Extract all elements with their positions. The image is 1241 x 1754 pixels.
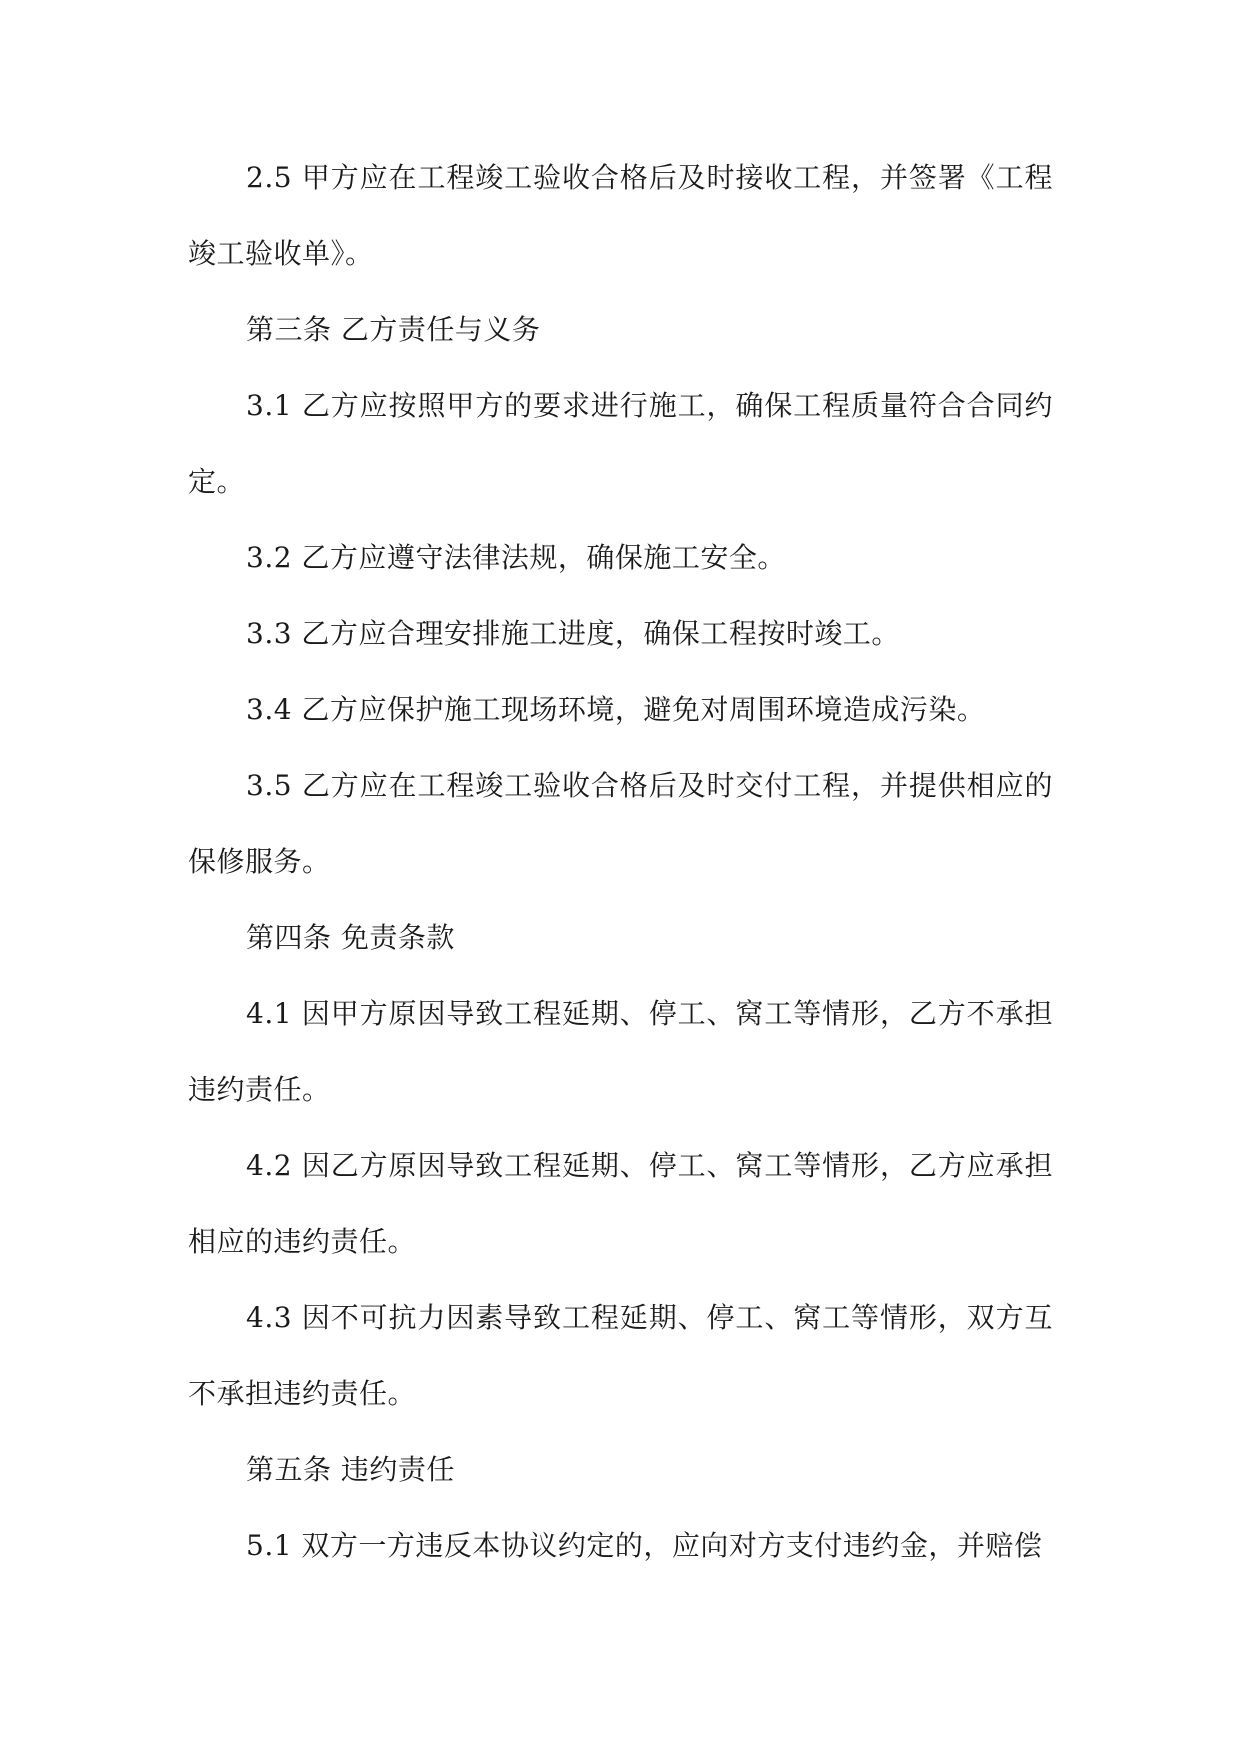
article-4-heading: 第四条 免责条款	[246, 921, 455, 954]
document-body	[188, 140, 1053, 1584]
clause-3-1: 3.1 乙方应按照甲方的要求进行施工，确保工程质量符合合同约定。	[188, 389, 1053, 498]
article-3-heading: 第三条 乙方责任与义务	[246, 313, 541, 346]
clause-4-2: 4.2 因乙方原因导致工程延期、停工、窝工等情形，乙方应承担相应的违约责任。	[188, 1149, 1053, 1258]
clause-4-1: 4.1 因甲方原因导致工程延期、停工、窝工等情形，乙方不承担违约责任。	[188, 997, 1053, 1106]
clause-4-3: 4.3 因不可抗力因素导致工程延期、停工、窝工等情形，双方互不承担违约责任。	[188, 1301, 1053, 1410]
clause-3-2: 3.2 乙方应遵守法律法规，确保施工安全。	[246, 541, 786, 574]
clause-3-3: 3.3 乙方应合理安排施工进度，确保工程按时竣工。	[246, 617, 900, 650]
clause-3-4: 3.4 乙方应保护施工现场环境，避免对周围环境造成污染。	[246, 693, 986, 726]
article-5-heading: 第五条 违约责任	[246, 1453, 455, 1486]
clause-5-1: 5.1 双方一方违反本协议约定的，应向对方支付违约金，并赔偿	[246, 1529, 1043, 1562]
clause-3-5: 3.5 乙方应在工程竣工验收合格后及时交付工程，并提供相应的保修服务。	[188, 769, 1053, 878]
clause-2-5: 2.5 甲方应在工程竣工验收合格后及时接收工程，并签署《工程竣工验收单》。	[188, 161, 1053, 270]
